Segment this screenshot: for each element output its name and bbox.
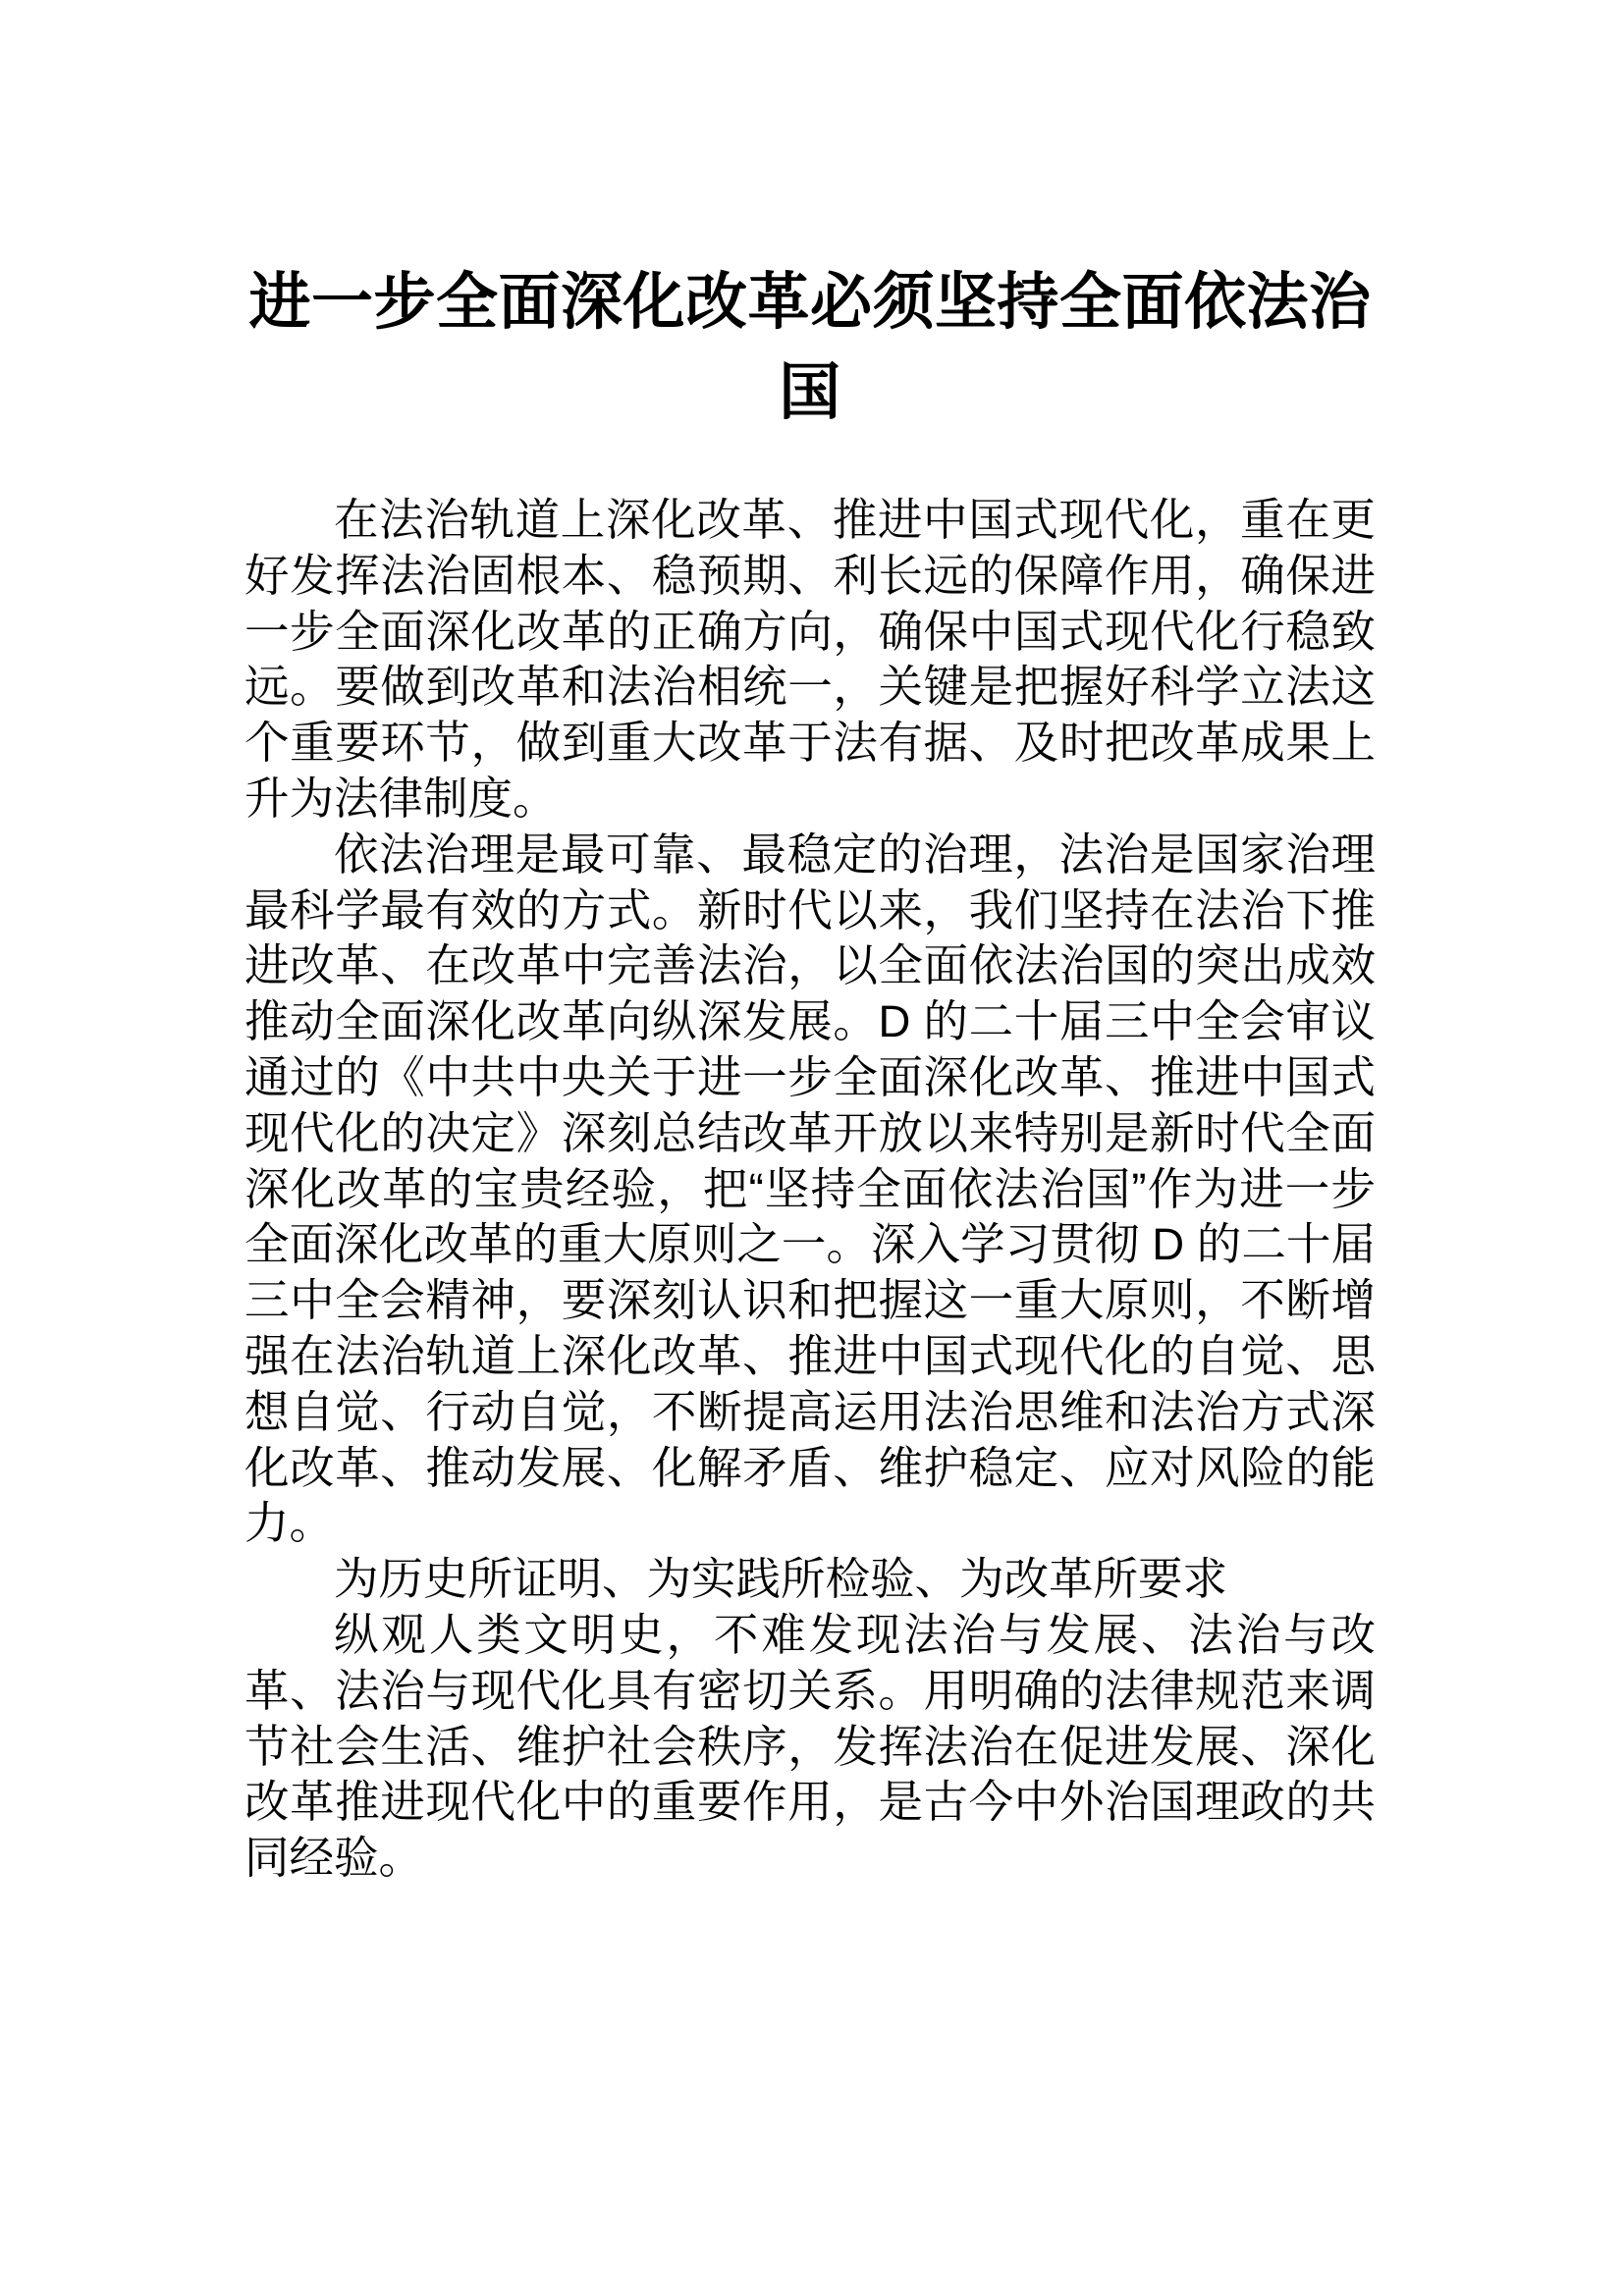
document-body <box>244 493 1376 1887</box>
body-paragraph: 纵观人类文明史，不难发现法治与发展、法治与改革、法治与现代化具有密切关系。用明确的法律规范来调节社会生活、维护社会秩序，发挥法治在促进发展、深化改革推进现代化中的重要作用，是古今中外治国理政的共同经验。 <box>244 1609 1376 1884</box>
page-content <box>244 0 1376 1887</box>
body-paragraph-subheading: 为历史所证明、为实践所检验、为改革所要求 <box>334 1554 1228 1605</box>
body-paragraph: 在法治轨道上深化改革、推进中国式现代化，重在更好发挥法治固根本、稳预期、利长远的保障作用，确保进一步全面深化改革的正确方向，确保中国式现代化行稳致远。要做到改革和法治相统一，关键是把握好科学立法这个重要环节，做到重大改革于法有据、及时把改革成果上升为法律制度。 <box>244 495 1376 824</box>
page-title: 进一步全面深化改革必须坚持全面依法治国 <box>248 268 1372 427</box>
body-paragraph: 依法治理是最可靠、最稳定的治理，法治是国家治理最科学最有效的方式。新时代以来，我们坚持在法治下推进改革、在改革中完善法治，以全面依法治国的突出成效推动全面深化改革向纵深发展。D 的二十届三中全会审议通过的《中共中央关于进一步全面深化改革、推进中国式现代化的决定》深刻总结改革开放以来特别是新时代全面深化改革的宝贵经验，把“坚持全面依法治国”作为进一步全面深化改革的重大原则之一。深入学习贯彻 D 的二十届三中全会精神，要深刻认识和把握这一重大原则，不断增强在法治轨道上深化改革、推进中国式现代化的自觉、思想自觉、行动自觉，不断提高运用法治思维和法治方式深化改革、推动发展、化解矛盾、维护稳定、应对风险的能力。 <box>244 828 1376 1549</box>
